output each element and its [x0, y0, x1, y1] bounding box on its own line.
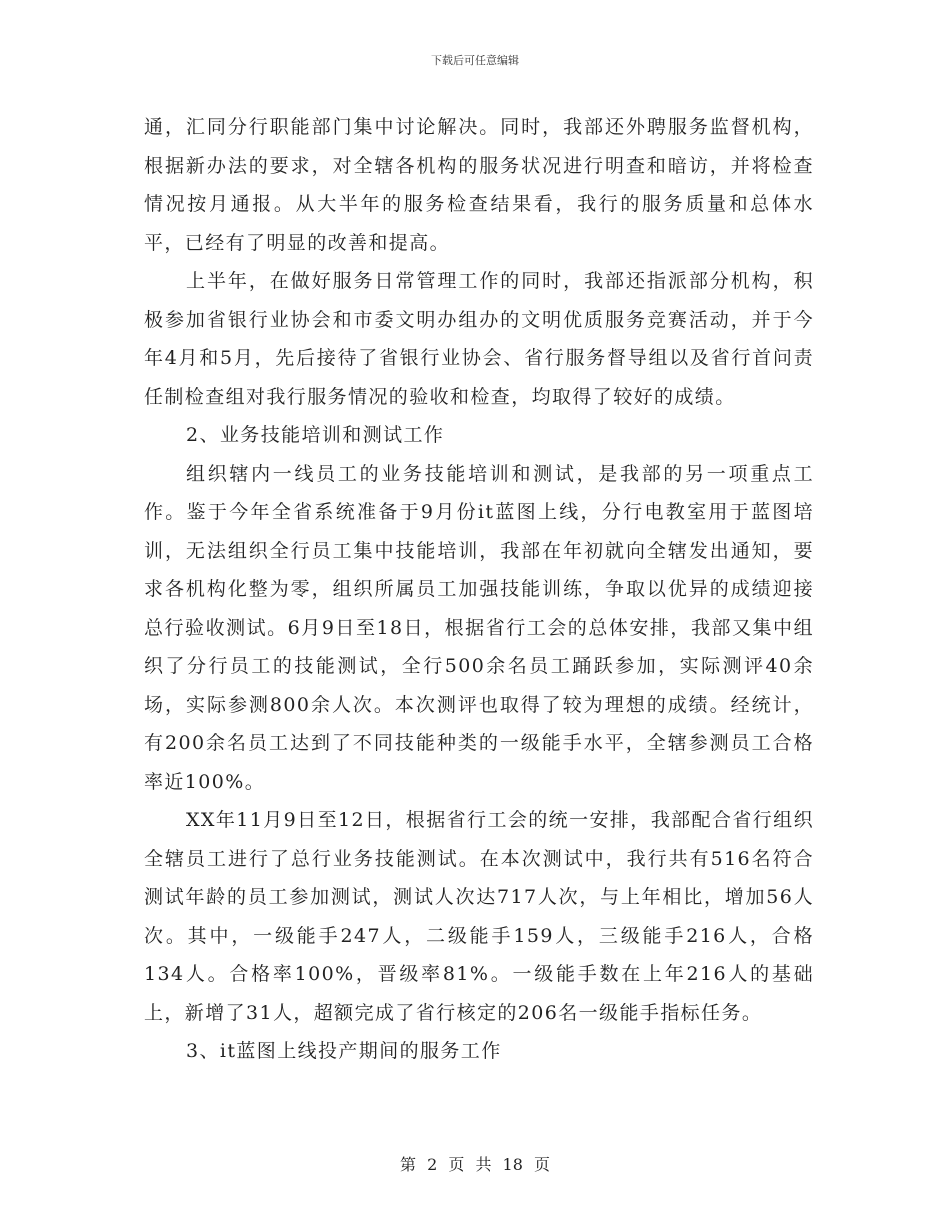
section-heading-skills-training: 2、业务技能培训和测试工作: [186, 424, 445, 446]
paragraph-skills-training: 组织辖内一线员工的业务技能培训和测试，是我部的另一项重点工作。鉴于今年全省系统准备于9月份it蓝图上线，分行电教室用于蓝图培训，无法组织全行员工集中技能培训，我部在年初就向全辖发出通知，要求各机构化整为零，组织所属员工加强技能训练，争取以优异的成绩迎接总行验收测试。6月9日至18日，根据省行工会的总体安排，我部又集中组织了分行员工的技能测试，全行500余名员工踊跃参加，实际测评40余场，实际参测800余人次。本次测评也取得了较为理想的成绩。经统计，有200余名员工达到了不同技能种类的一级能手水平，全辖参测员工合格率近100%。: [144, 462, 814, 793]
document-body: [144, 108, 814, 1071]
paragraph-first-half-year: 上半年，在做好服务日常管理工作的同时，我部还指派部分机构，积极参加省银行业协会和市委文明办组办的文明优质服务竞赛活动，并于今年4月和5月，先后接待了省银行业协会、省行服务督导组以及省行首问责任制检查组对我行服务情况的验收和检查，均取得了较好的成绩。: [144, 270, 814, 408]
page-footer: 第 2 页 共 18 页: [400, 1155, 550, 1174]
paragraph-skills-test-results: XX年11月9日至12日，根据省行工会的统一安排，我部配合省行组织全辖员工进行了总行业务技能测试。在本次测试中，我行共有516名符合测试年龄的员工参加测试，测试人次达717人次，与上年相比，增加56人次。其中，一级能手247人，二级能手159人，三级能手216人，合格134人。合格率100%，晋级率81%。一级能手数在上年216人的基础上，新增了31人，超额完成了省行核定的206名一级能手指标任务。: [144, 809, 814, 1024]
section-heading-it-blueprint: 3、it蓝图上线投产期间的服务工作: [186, 1040, 502, 1062]
paragraph-continuation: 通，汇同分行职能部门集中讨论解决。同时，我部还外聘服务监督机构，根据新办法的要求，对全辖各机构的服务状况进行明查和暗访，并将检查情况按月通报。从大半年的服务检查结果看，我行的服务质量和总体水平，已经有了明显的改善和提高。: [144, 116, 814, 254]
page-header: 下载后可任意编辑: [431, 54, 519, 67]
